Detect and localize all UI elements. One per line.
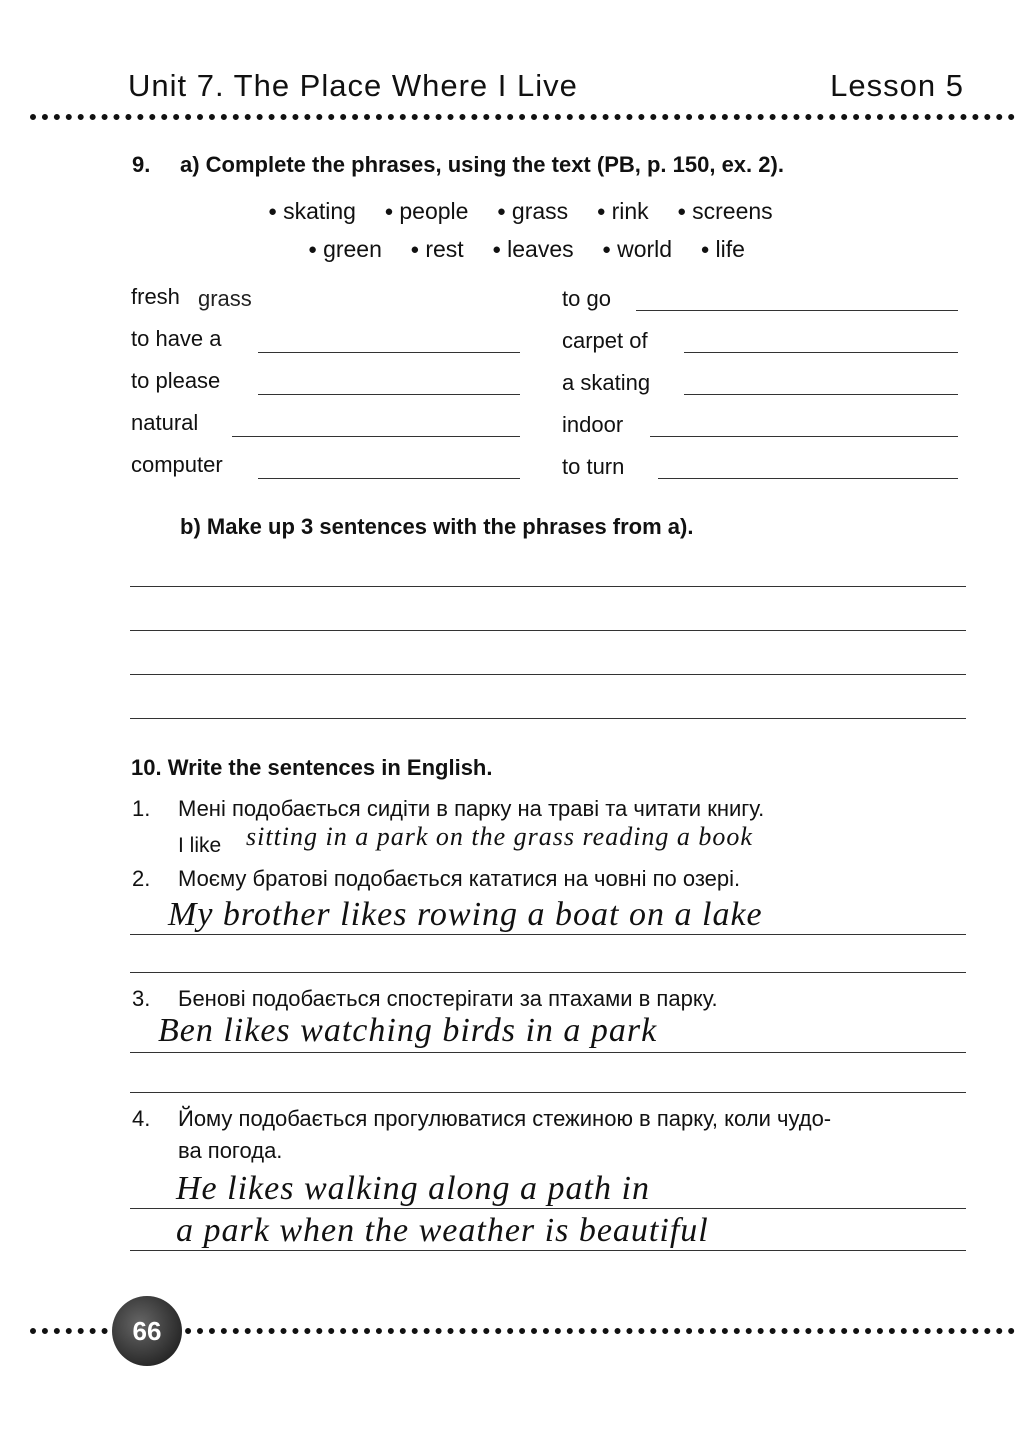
- sentence-line-2[interactable]: [130, 630, 966, 631]
- item-2-number: 2.: [132, 866, 151, 891]
- page-number-badge: 66: [112, 1296, 182, 1366]
- item-4-line-1[interactable]: [130, 1208, 966, 1209]
- word-bank-item: ● rest: [410, 236, 463, 262]
- word-bank-item: ● green: [308, 236, 382, 262]
- exercise-9-number: 9.: [132, 152, 151, 177]
- phrase-right-3-label: a skating: [562, 370, 651, 395]
- item-2-handwritten-answer[interactable]: My brother likes rowing a boat on a lake: [168, 896, 763, 933]
- phrase-right-2-label: carpet of: [562, 328, 648, 353]
- item-4-handwritten-answer-line-2[interactable]: a park when the weather is beautiful: [176, 1212, 709, 1249]
- phrase-left-3-blank[interactable]: [258, 394, 520, 395]
- word-bank-item: ● people: [384, 198, 468, 224]
- item-4-handwritten-answer-line-1[interactable]: He likes walking along a path in: [176, 1170, 650, 1207]
- sentence-line-1[interactable]: [130, 586, 966, 587]
- exercise-9b-title: b) Make up 3 sentences with the phrases from a).: [180, 514, 694, 539]
- lesson-label: Lesson 5: [830, 68, 964, 103]
- phrase-left-1-answer[interactable]: grass: [198, 286, 252, 311]
- item-3-line-2[interactable]: [130, 1092, 966, 1093]
- phrase-right-2-blank[interactable]: [684, 352, 958, 353]
- phrase-left-4-label: natural: [131, 410, 199, 435]
- item-3-line-1[interactable]: [130, 1052, 966, 1053]
- item-4-prompt-line-2: ва погода.: [178, 1138, 283, 1163]
- phrase-left-4-blank[interactable]: [232, 436, 520, 437]
- word-bank-item: ● world: [602, 236, 672, 262]
- word-bank-item: ● life: [700, 236, 744, 262]
- word-bank-row-1: [268, 198, 795, 225]
- phrase-left-5-blank[interactable]: [258, 478, 520, 479]
- sentence-line-3[interactable]: [130, 674, 966, 675]
- word-bank-item: ● leaves: [492, 236, 574, 262]
- word-bank-item: ● screens: [677, 198, 773, 224]
- item-1-prefix: I like: [178, 834, 222, 857]
- word-bank-item: ● skating: [268, 198, 356, 224]
- item-3-prompt: Бенові подобається спостерігати за птахами в парку.: [178, 986, 718, 1011]
- item-3-handwritten-answer[interactable]: Ben likes watching birds in a park: [158, 1012, 658, 1049]
- item-4-line-2[interactable]: [130, 1250, 966, 1251]
- word-bank-item: ● rink: [597, 198, 649, 224]
- item-1-prompt: Мені подобається сидіти в парку на траві та читати книгу.: [178, 796, 765, 821]
- header-dotted-divider: [30, 114, 1015, 120]
- word-bank-item: ● grass: [497, 198, 568, 224]
- item-1-number: 1.: [132, 796, 151, 821]
- exercise-9a-title: a) Complete the phrases, using the text (PB, p. 150, ex. 2).: [180, 152, 784, 177]
- phrase-left-2-label: to have a: [131, 326, 222, 351]
- item-4-prompt-line-1: Йому подобається прогулюватися стежиною в парку, коли чудо-: [178, 1106, 832, 1131]
- phrase-right-4-blank[interactable]: [650, 436, 958, 437]
- item-2-line-2[interactable]: [130, 972, 966, 973]
- item-2-line-1[interactable]: [130, 934, 966, 935]
- unit-title: Unit 7. The Place Where I Live: [128, 68, 578, 103]
- item-2-prompt: Моєму братові подобається кататися на човні по озері.: [178, 866, 741, 891]
- item-1-handwritten-answer[interactable]: sitting in a park on the grass reading a book: [246, 822, 753, 851]
- phrase-left-3-label: to please: [131, 368, 221, 393]
- phrase-left-2-blank[interactable]: [258, 352, 520, 353]
- sentence-line-4[interactable]: [130, 718, 966, 719]
- phrase-right-1-label: to go: [562, 286, 611, 311]
- phrase-right-5-label: to turn: [562, 454, 625, 479]
- phrase-left-5-label: computer: [131, 452, 223, 477]
- item-4-number: 4.: [132, 1106, 151, 1131]
- phrase-right-1-blank[interactable]: [636, 310, 958, 311]
- phrase-left-1-label: fresh: [131, 284, 180, 309]
- item-3-number: 3.: [132, 986, 151, 1011]
- word-bank-row-2: [308, 236, 767, 263]
- exercise-10-title: 10. Write the sentences in English.: [131, 755, 493, 780]
- phrase-right-5-blank[interactable]: [658, 478, 958, 479]
- phrase-right-3-blank[interactable]: [684, 394, 958, 395]
- phrase-right-4-label: indoor: [562, 412, 624, 437]
